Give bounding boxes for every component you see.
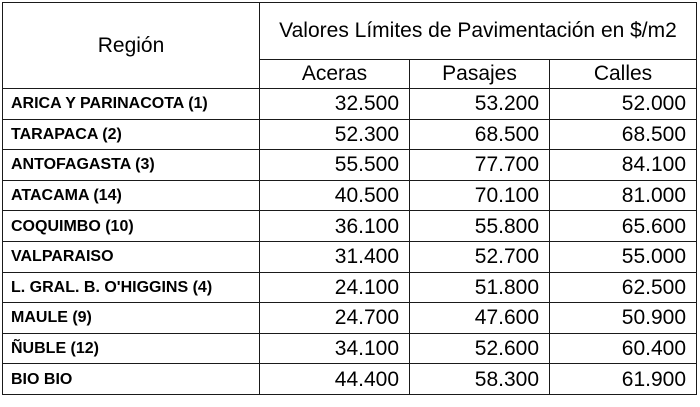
calles-value: 50.900 (550, 303, 697, 334)
aceras-value: 32.500 (260, 89, 410, 120)
table-row (3, 180, 697, 211)
region-name: ANTOFAGASTA (3) (3, 150, 260, 181)
calles-value: 61.900 (550, 364, 697, 395)
region-name: COQUIMBO (10) (3, 211, 260, 242)
aceras-value: 36.100 (260, 211, 410, 242)
region-name: L. GRAL. B. O'HIGGINS (4) (3, 272, 260, 303)
header-row-top (3, 3, 697, 60)
calles-column-header: Calles (550, 60, 697, 89)
table-row (3, 272, 697, 303)
calles-value: 65.600 (550, 211, 697, 242)
calles-value: 81.000 (550, 180, 697, 211)
pasajes-value: 52.600 (410, 333, 550, 364)
aceras-value: 40.500 (260, 180, 410, 211)
region-name: ARICA Y PARINACOTA (1) (3, 89, 260, 120)
table-row (3, 89, 697, 120)
table-row (3, 150, 697, 181)
aceras-value: 34.100 (260, 333, 410, 364)
region-name: BIO BIO (3, 364, 260, 395)
region-column-header: Región (3, 3, 260, 89)
pasajes-column-header: Pasajes (410, 60, 550, 89)
pasajes-value: 47.600 (410, 303, 550, 334)
aceras-value: 31.400 (260, 241, 410, 272)
pasajes-value: 77.700 (410, 150, 550, 181)
pasajes-value: 52.700 (410, 241, 550, 272)
pasajes-value: 68.500 (410, 119, 550, 150)
region-name: ATACAMA (14) (3, 180, 260, 211)
region-name: TARAPACA (2) (3, 119, 260, 150)
aceras-value: 24.100 (260, 272, 410, 303)
table-body (3, 89, 697, 395)
aceras-value: 24.700 (260, 303, 410, 334)
table-row (3, 333, 697, 364)
aceras-value: 52.300 (260, 119, 410, 150)
pasajes-value: 55.800 (410, 211, 550, 242)
table-row (3, 364, 697, 395)
pavement-limits-table (2, 2, 697, 395)
table-row (3, 211, 697, 242)
table-row (3, 303, 697, 334)
calles-value: 52.000 (550, 89, 697, 120)
aceras-column-header: Aceras (260, 60, 410, 89)
calles-value: 60.400 (550, 333, 697, 364)
calles-value: 84.100 (550, 150, 697, 181)
table-row (3, 241, 697, 272)
calles-value: 55.000 (550, 241, 697, 272)
aceras-value: 55.500 (260, 150, 410, 181)
pasajes-value: 51.800 (410, 272, 550, 303)
calles-value: 68.500 (550, 119, 697, 150)
calles-value: 62.500 (550, 272, 697, 303)
region-name: VALPARAISO (3, 241, 260, 272)
region-name: MAULE (9) (3, 303, 260, 334)
pasajes-value: 58.300 (410, 364, 550, 395)
aceras-value: 44.400 (260, 364, 410, 395)
pasajes-value: 53.200 (410, 89, 550, 120)
table-row (3, 119, 697, 150)
region-name: ÑUBLE (12) (3, 333, 260, 364)
pasajes-value: 70.100 (410, 180, 550, 211)
values-group-header: Valores Límites de Pavimentación en $/m2 (260, 3, 697, 60)
